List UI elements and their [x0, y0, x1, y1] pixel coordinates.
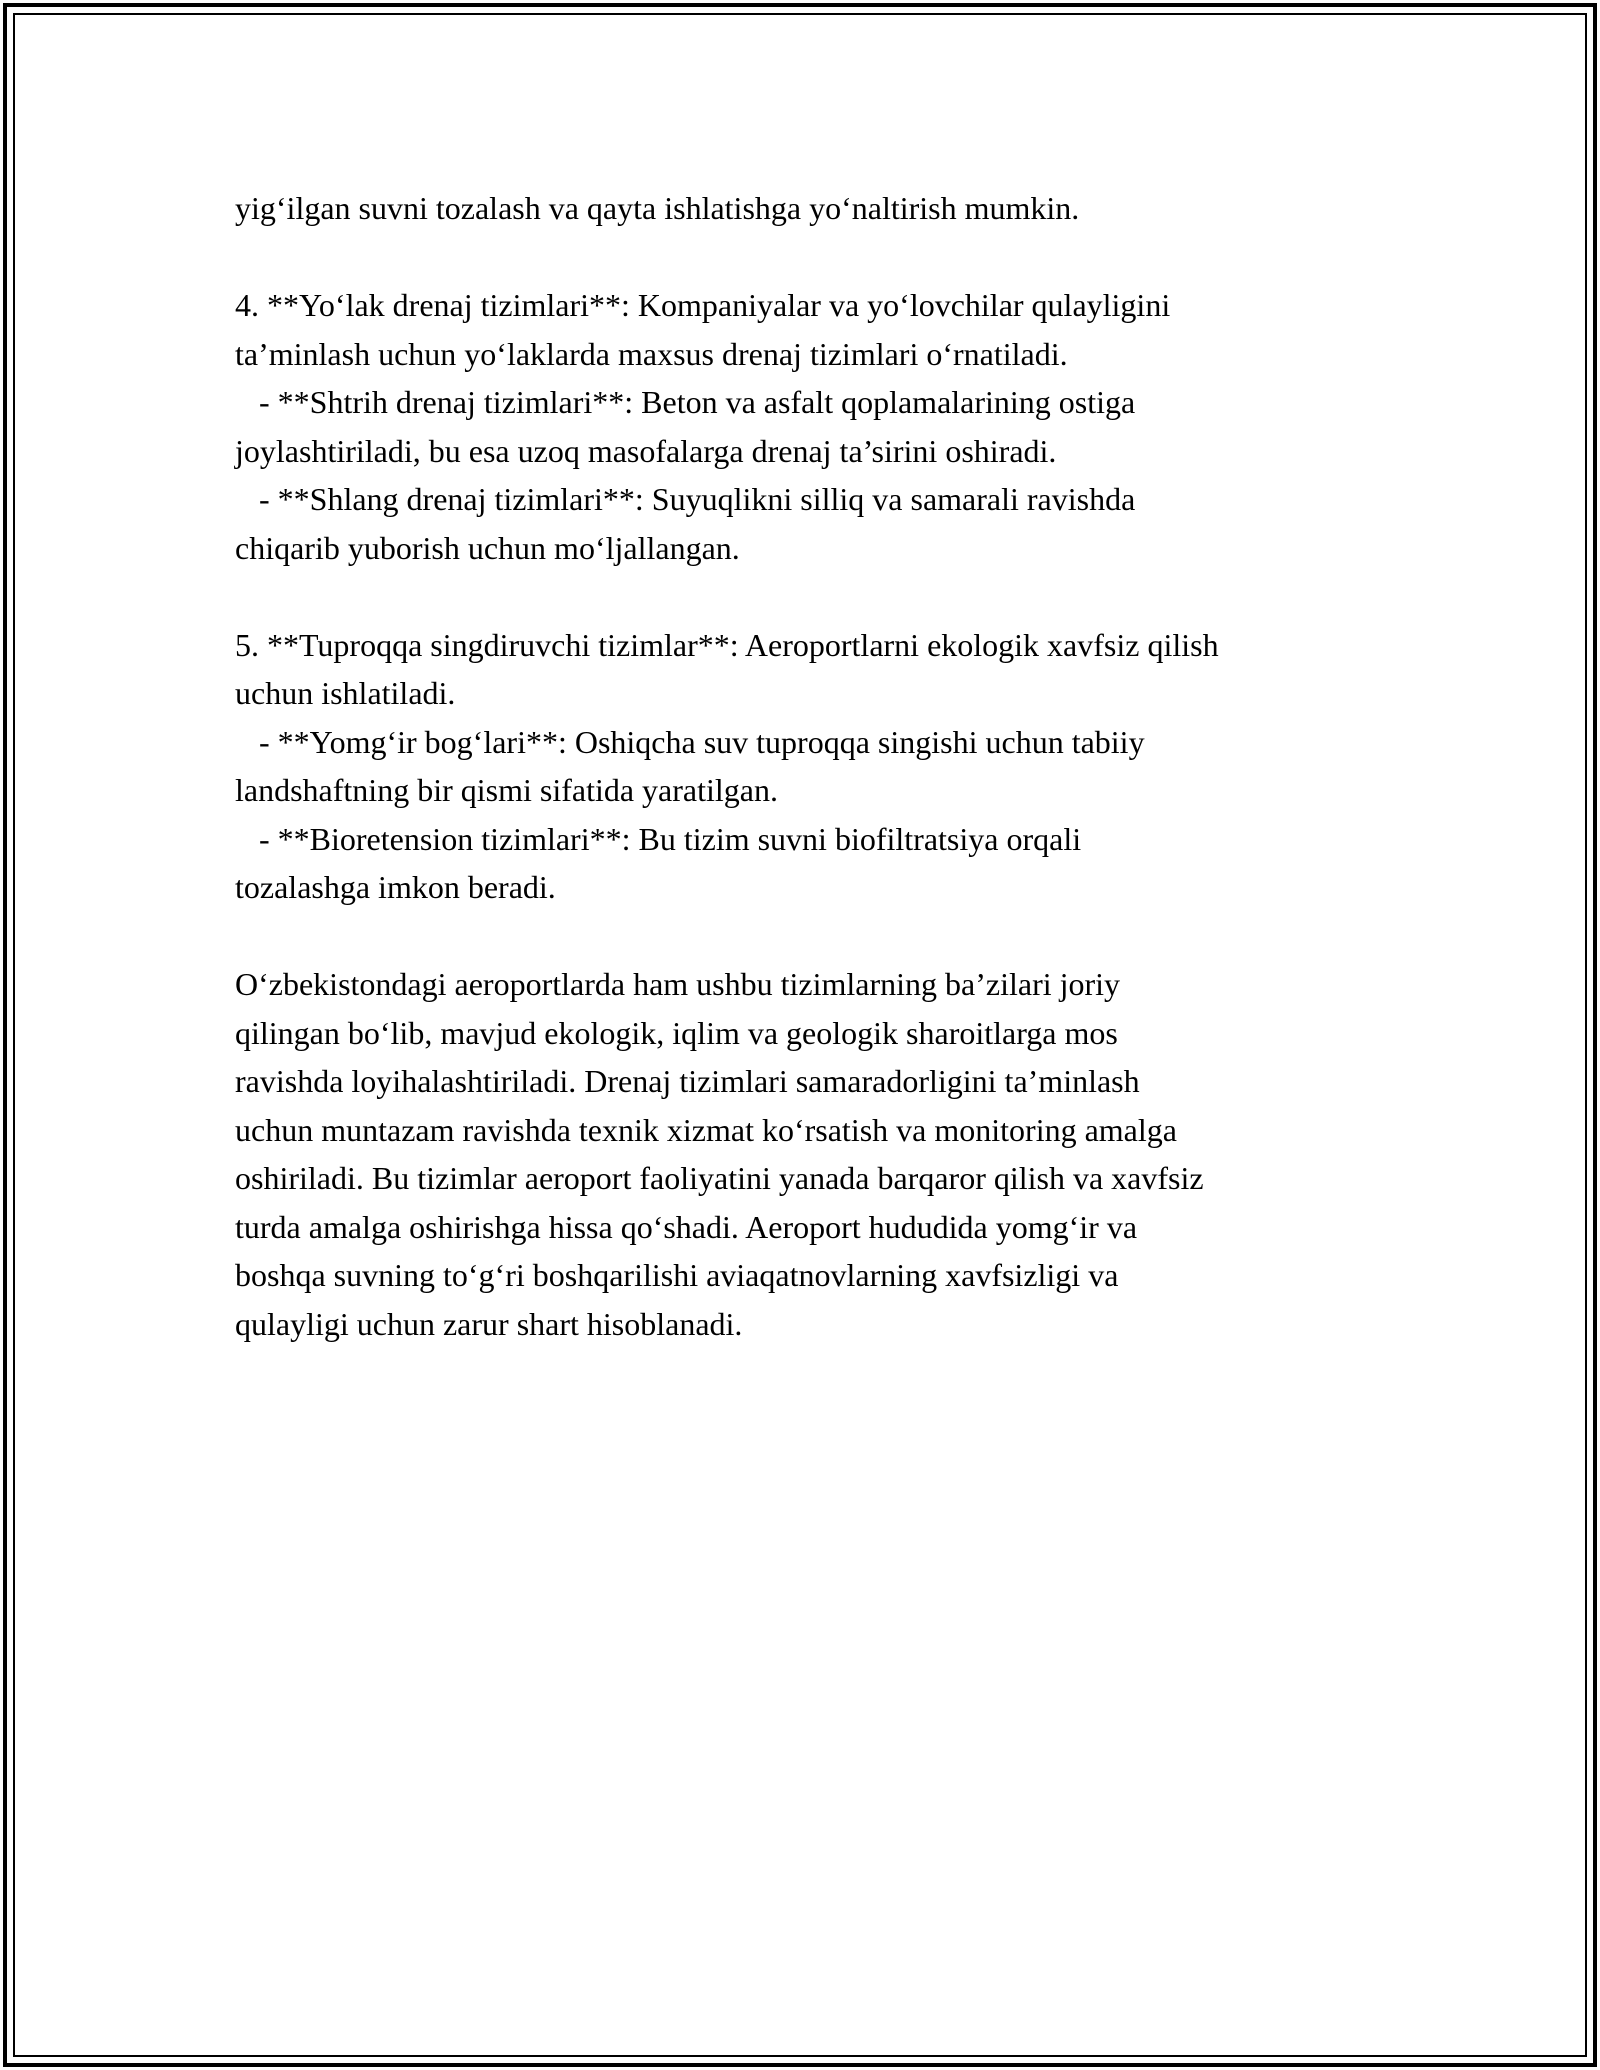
blank-line	[235, 233, 1425, 282]
text-line: turda amalga oshirishga hissa qo‘shadi. Aeroport hududida yomg‘ir va	[235, 1208, 1138, 1245]
text-line: - **Bioretension tizimlari**: Bu tizim suvni biofiltratsiya orqali	[235, 820, 1082, 857]
blank-line	[235, 572, 1425, 621]
text-line: joylashtiriladi, bu esa uzoq masofalarga drenaj ta’sirini oshiradi.	[235, 432, 1057, 469]
text-line: 4. **Yo‘lak drenaj tizimlari**: Kompaniyalar va yo‘lovchilar qulayligini	[235, 287, 1171, 323]
text-line: tozalashga imkon beradi.	[235, 869, 556, 905]
text-line: boshqa suvning to‘g‘ri boshqarilishi aviaqatnovlarning xavfsizligi va	[235, 1257, 1119, 1293]
text-line: chiqarib yuborish uchun mo‘ljallangan.	[235, 529, 740, 566]
text-line: uchun ishlatiladi.	[235, 675, 456, 711]
document-body	[235, 184, 1425, 1348]
text-line: - **Shlang drenaj tizimlari**: Suyuqlikni silliq va samarali ravishda	[235, 481, 1136, 517]
text-line: 5. **Tuproqqa singdiruvchi tizimlar**: Aeroportlarni ekologik xavfsiz qilish	[235, 626, 1219, 663]
text-line: uchun muntazam ravishda texnik xizmat ko‘rsatish va monitoring amalga	[235, 1111, 1177, 1148]
text-line: ravishda loyihalashtiriladi. Drenaj tizimlari samaradorligini ta’minlash	[235, 1063, 1140, 1099]
text-line: landshaftning bir qismi sifatida yaratilgan.	[235, 772, 778, 808]
text-line: oshiriladi. Bu tizimlar aeroport faoliyatini yanada barqaror qilish va xavfsiz	[235, 1160, 1204, 1196]
text-line: qilingan bo‘lib, mavjud ekologik, iqlim va geologik sharoitlarga mos	[235, 1014, 1118, 1051]
text-line: qulayligi uchun zarur shart hisoblanadi.	[235, 1305, 743, 1342]
text-line: yig‘ilgan suvni tozalash va qayta ishlatishga yo‘naltirish mumkin.	[235, 190, 1080, 226]
text-line: - **Shtrih drenaj tizimlari**: Beton va asfalt qoplamalarining ostiga	[235, 384, 1136, 420]
text-line: ta’minlash uchun yo‘laklarda maxsus drenaj tizimlari o‘rnatiladi.	[235, 335, 1068, 372]
blank-line	[235, 912, 1425, 961]
text-line: - **Yomg‘ir bog‘lari**: Oshiqcha suv tuproqqa singishi uchun tabiiy	[235, 723, 1145, 760]
text-line: O‘zbekistondagi aeroportlarda ham ushbu tizimlarning ba’zilari joriy	[235, 966, 1121, 1002]
